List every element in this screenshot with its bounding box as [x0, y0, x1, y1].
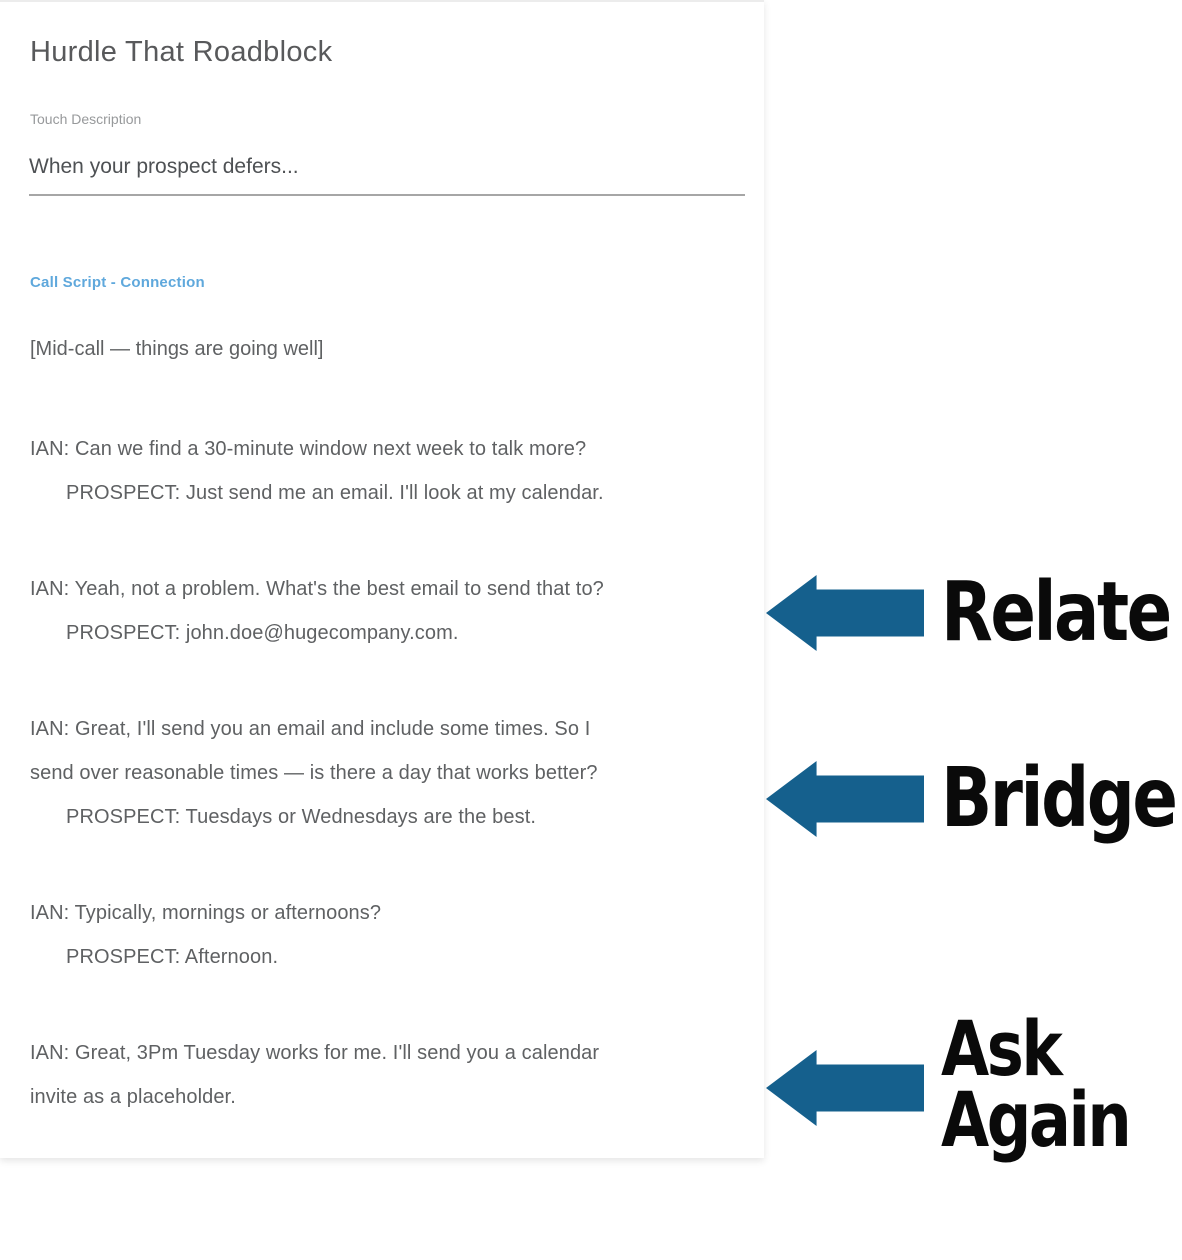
annotation-relate [766, 565, 1182, 660]
call-script-connection-link[interactable]: Call Script - Connection [30, 274, 205, 291]
ian-line: IAN: Can we find a 30-minute window next week to talk more? [30, 438, 587, 460]
ian-line: invite as a placeholder. [30, 1086, 236, 1108]
annotation-ask-again [766, 1004, 1171, 1164]
ian-line: IAN: Great, 3Pm Tuesday works for me. I'll send you a calendar [30, 1042, 600, 1064]
dialog-block [30, 891, 764, 979]
annotation-label-bridge: Bridge [941, 751, 1176, 846]
arrow-left-icon [766, 761, 924, 837]
prospect-line: PROSPECT: Just send me an email. I'll look at my calendar. [66, 482, 604, 504]
prospect-line: PROSPECT: Afternoon. [66, 946, 279, 968]
stage-note: [Mid-call — things are going well] [30, 338, 324, 360]
dialog-script [30, 427, 764, 1119]
touch-description-input[interactable]: When your prospect defers... [29, 155, 745, 196]
ian-line: IAN: Great, I'll send you an email and include some times. So I [30, 718, 591, 740]
prospect-line: PROSPECT: john.doe@hugecompany.com. [66, 622, 459, 644]
annotation-bridge [766, 751, 1182, 846]
ian-line: IAN: Typically, mornings or afternoons? [30, 902, 382, 924]
page-title: Hurdle That Roadblock [30, 36, 333, 68]
dialog-block [30, 1031, 764, 1119]
annotation-label-ask-again: Ask Again [941, 1004, 1130, 1164]
dialog-block [30, 567, 764, 655]
dialog-block [30, 427, 764, 515]
touch-description-label: Touch Description [30, 111, 142, 127]
arrow-left-icon [766, 1050, 924, 1126]
arrow-left-icon [766, 575, 924, 651]
ian-line: send over reasonable times — is there a day that works better? [30, 762, 598, 784]
annotation-label-relate: Relate [941, 565, 1170, 660]
dialog-block [30, 707, 764, 839]
prospect-line: PROSPECT: Tuesdays or Wednesdays are the best. [66, 806, 537, 828]
ian-line: IAN: Yeah, not a problem. What's the best email to send that to? [30, 578, 604, 600]
